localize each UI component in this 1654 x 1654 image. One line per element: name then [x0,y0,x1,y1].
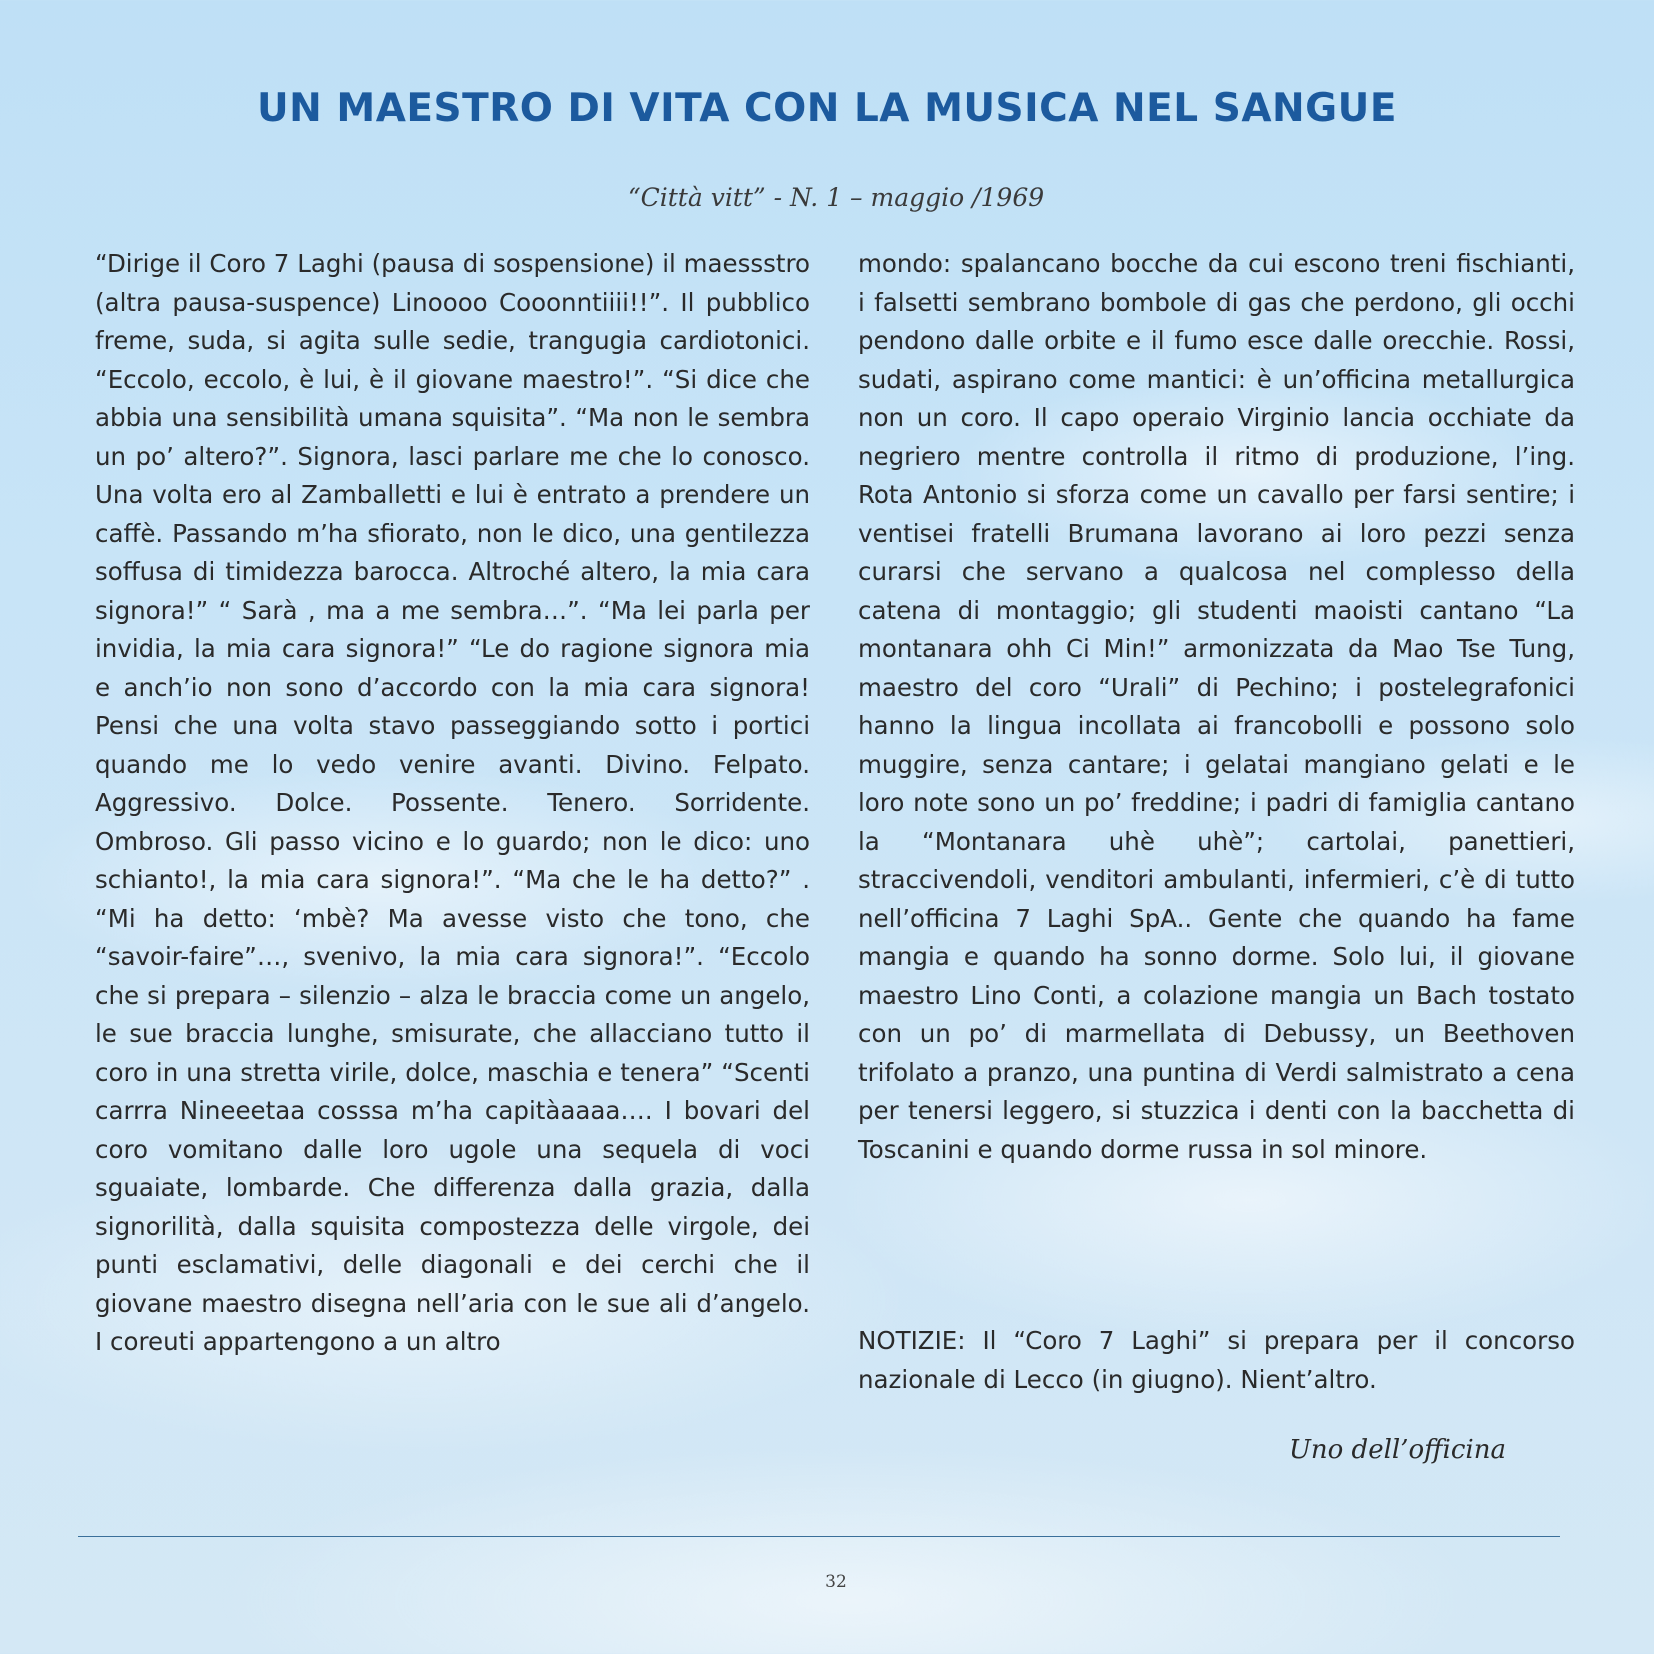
article-column-right [858,245,1575,1169]
source-citation: “Città vitt” - N. 1 – maggio /1969 [627,183,1045,212]
news-note: NOTIZIE: Il “Coro 7 Laghi” si prepara per il concorso nazionale di Lecco (in giugno). Nient’altro. [858,1326,1575,1394]
footer-divider [78,1536,1560,1537]
article-column-left [95,245,810,1362]
article-body-right: mondo: spalancano bocche da cui escono treni fischianti, i falsetti sembrano bombole di gas che perdono, gli occhi pendono dalle orbite e il fumo esce dalle orecchie. Rossi, sudati, aspirano come mantici: è un’officina metallurgica non un coro. Il capo operaio Virginio lancia occhiate da negriero mentre controlla il ritmo di produzione, l’ing. Rota Antonio si sforza come un cavallo per farsi sentire; i ventisei fratelli Brumana lavorano ai loro pezzi senza curarsi che servano a qualcosa nel complesso della catena di montaggio; gli studenti maoisti cantano “La montanara ohh Ci Min!” armonizzata da Mao Tse Tung, maestro del coro “Urali” di Pechino; i postelegrafonici hanno la lingua incollata ai francobolli e possono solo muggire, senza cantare; i gelatai mangiano gelati e le loro note sono un po’ freddine; i padri di famiglia cantano la “Montanara uhè uhè”; cartolai, panettieri, straccivendoli, venditori ambulanti, infermieri, c’è di tutto nell’officina 7 Laghi SpA.. Gente che quando ha fame mangia e quando ha sonno dorme. Solo lui, il giovane maestro Lino Conti, a colazione mangia un Bach tostato con un po’ di marmellata di Debussy, un Beethoven trifolato a pranzo, una puntina di Verdi salmistrato a cena per tenersi leggero, si stuzzica i denti con la bacchetta di Toscanini e quando dorme russa in sol minore. [858,249,1575,1164]
page-title: UN MAESTRO DI VITA CON LA MUSICA NEL SANGUE [257,86,1397,131]
page-number: 32 [825,1572,847,1592]
article-body-left: “Dirige il Coro 7 Laghi (pausa di sospensione) il maessstro (altra pausa-suspence) Linoooo Cooonntiiii!!”. Il pubblico freme, suda, si agita sulle sedie, trangugia cardiotonici. “Eccolo, eccolo, è lui, è il giovane maestro!”. “Si dice che abbia una sensibilità umana squisita”. “Ma non le sembra un po’ altero?”. Signora, lasci parlare me che lo conosco. Una volta ero al Zamballetti e lui è entrato a prendere un caffè. Passando m’ha sfiorato, non le dico, una gentilezza soffusa di timidezza barocca. Altroché altero, la mia cara signora!” “ Sarà , ma a me sembra…”. “Ma lei parla per invidia, la mia cara signora!” “Le do ragione signora mia e anch’io non sono d’accordo con la mia cara signora! Pensi che una volta stavo passeggiando sotto i portici quando me lo vedo venire avanti. Divino. Felpato. Aggressivo. Dolce. Possente. Tenero. Sorridente. Ombroso. Gli passo vicino e lo guardo; non le dico: uno schianto!, la mia cara signora!”. “Ma che le ha detto?” . “Mi ha detto: ‘mbè? Ma avesse visto che tono, che “savoir-faire”…, svenivo, la mia cara signora!”. “Eccolo che si prepara – silenzio – alza le braccia come un angelo, le sue braccia lunghe, smisurate, che allacciano tutto il coro in una stretta virile, dolce, maschia e tenera” “Scenti carrra Nineeetaa cosssa m’ha capitàaaaa…. I bovari del coro vomitano dalle loro ugole una sequela di voci sguaiate, lombarde. Che differenza dalla grazia, dalla signorilità, dalla squisita compostezza delle virgole, dei punti esclamativi, delle diagonali e dei cerchi che il giovane maestro disegna nell’aria con le sue ali d’angelo. I coreuti appartengono a un altro [95,249,810,1356]
author-signature: Uno dell’officina [1288,1435,1506,1465]
